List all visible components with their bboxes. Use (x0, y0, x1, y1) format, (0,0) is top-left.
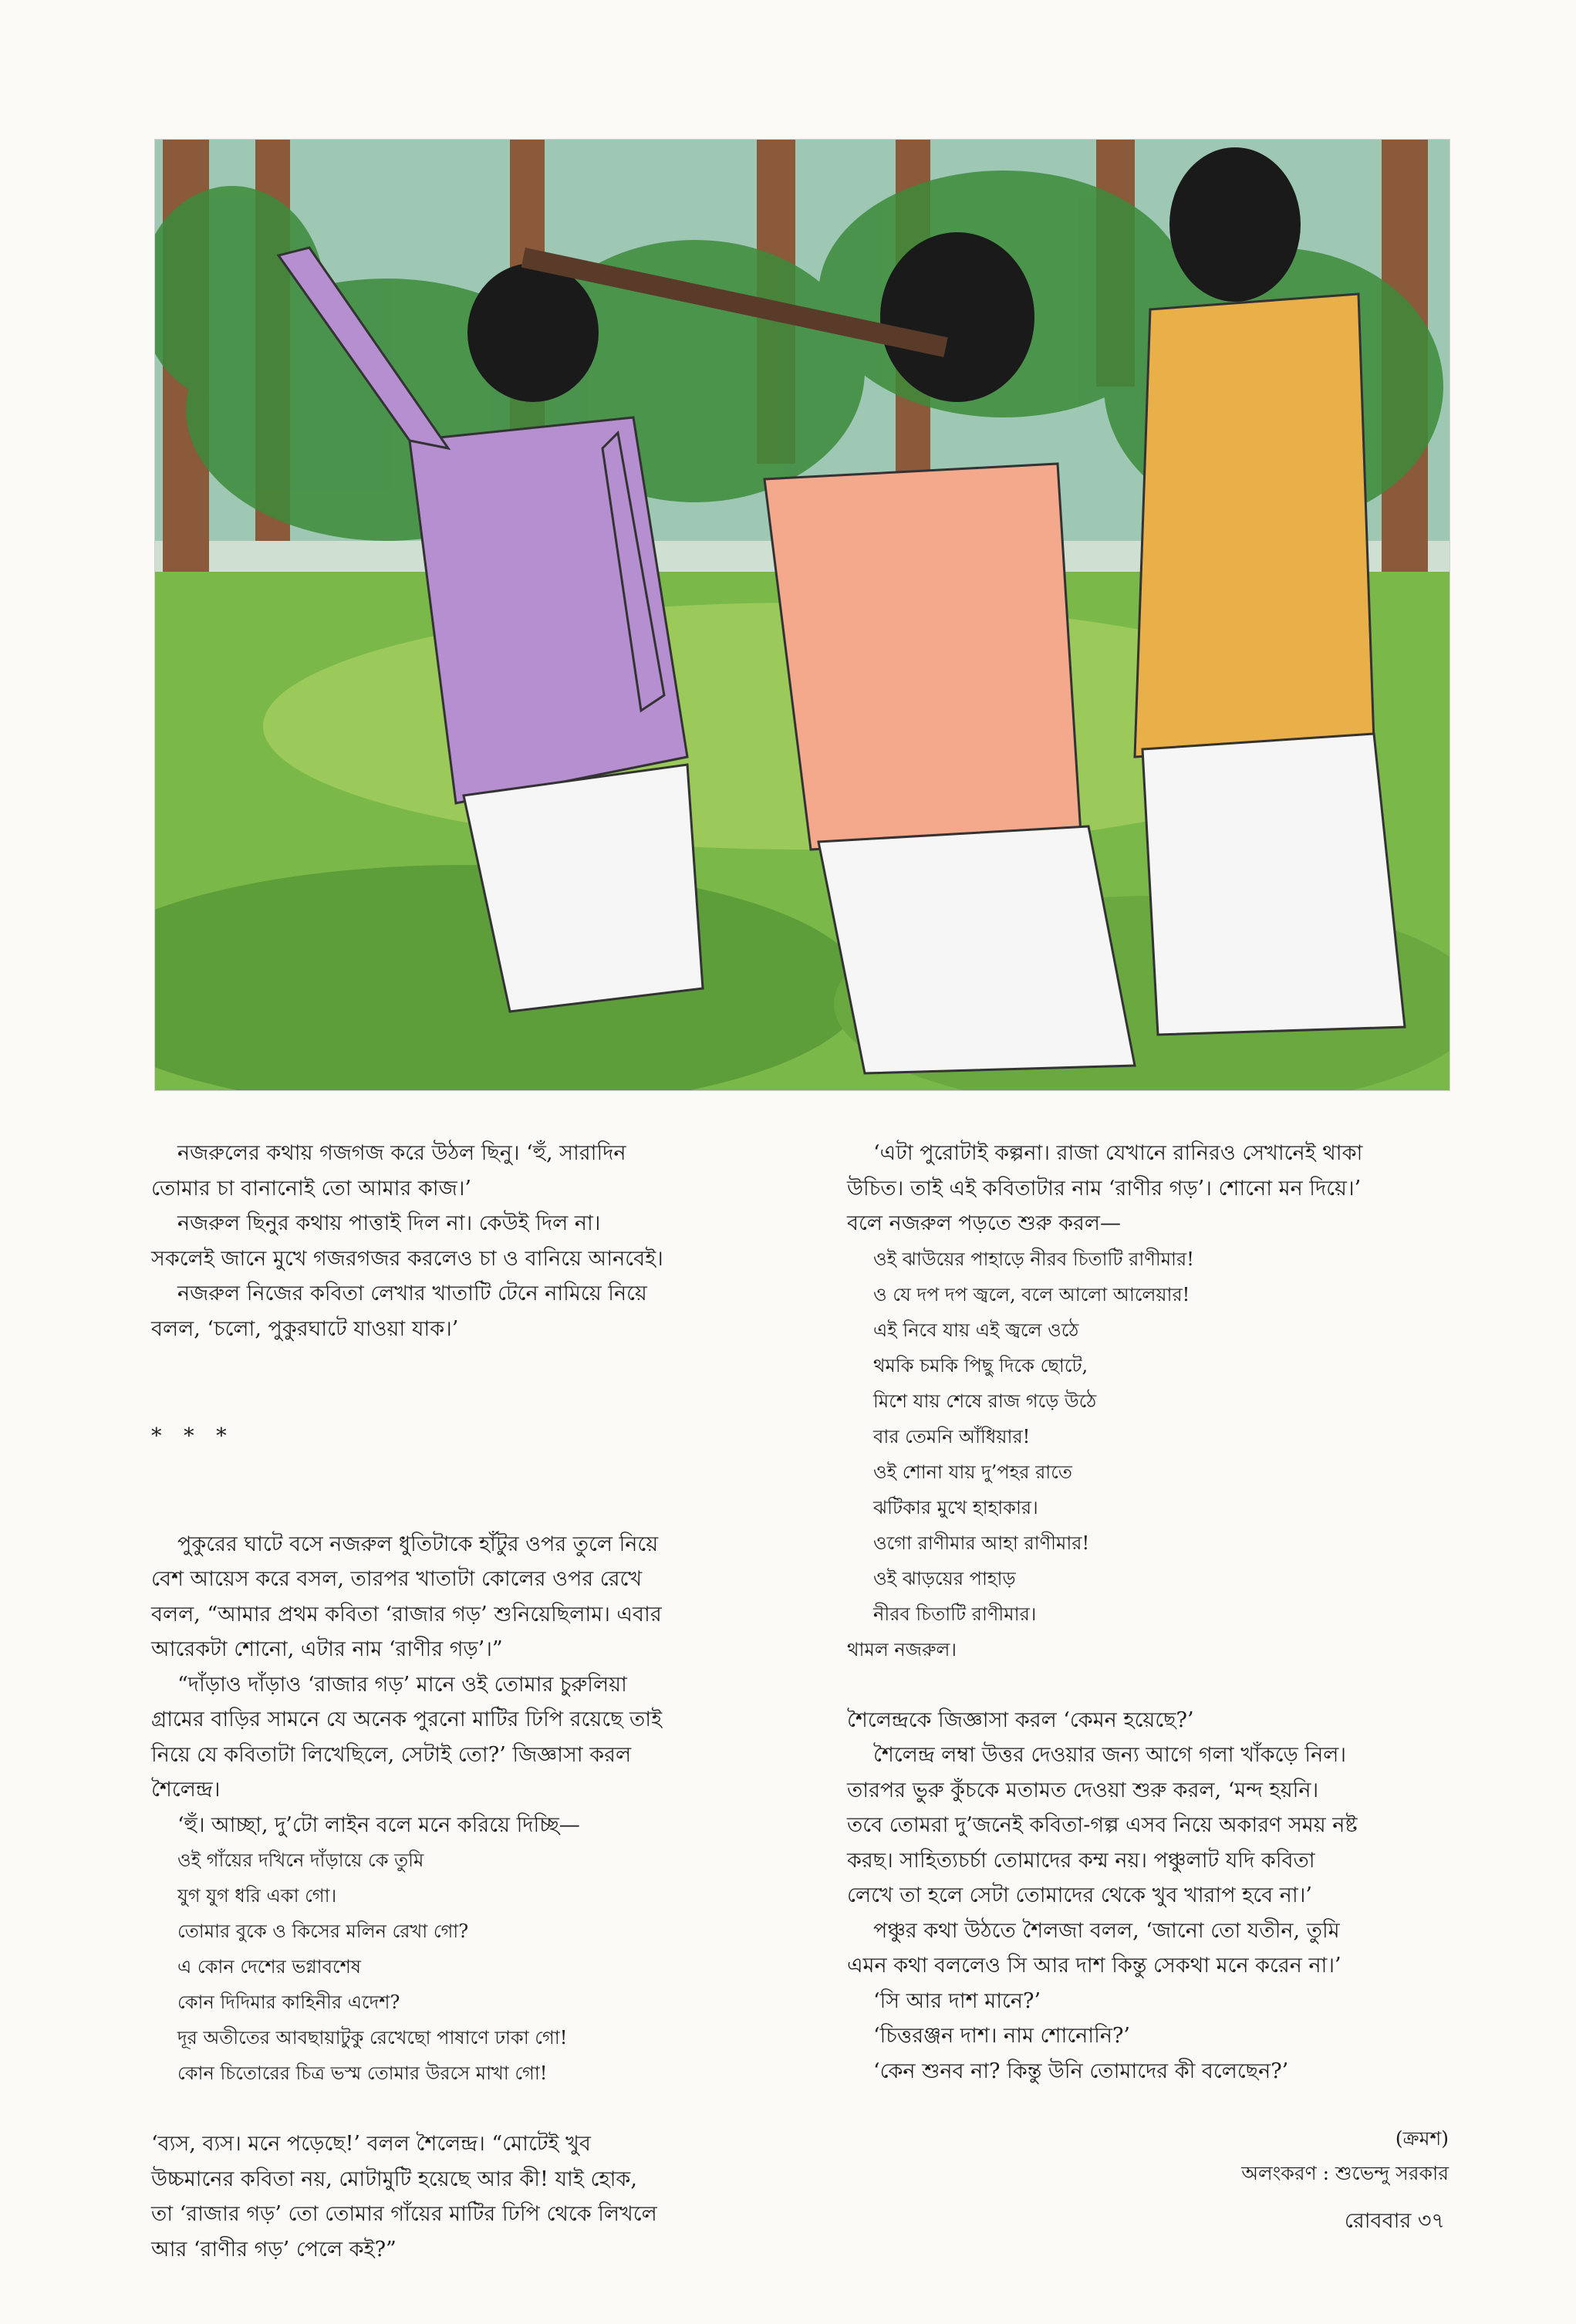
paragraph: ‘হুঁ। আচ্ছা, দু’টো লাইন বলে মনে করিয়ে দিচ্ছি— (177, 1812, 580, 1837)
poem-line: ওই শোনা যায় দু’পহর রাতে (873, 1461, 1072, 1483)
left-column (151, 1136, 737, 2267)
poem-line: ওই ঝাড়য়ের পাহাড় (873, 1567, 1016, 1589)
poem-line: থমকি চমকি পিছু দিকে ছোটে, (873, 1354, 1088, 1376)
poem-line: ঝটিকার মুখে হাহাকার। (873, 1496, 1038, 1518)
paragraph: থামল নজরুল। (847, 1638, 957, 1660)
paragraph: “দাঁড়াও দাঁড়াও ‘রাজার গড়’ মানে ওই তোমার চুরুলিয়া গ্রামের বাড়ির সামনে যে অনেক পুরনো মাটির ঢিপি রয়েছে তাই নিয়ে যে কবিতাটা লিখেছিলে, সেটাই তো?’ জিজ্ঞাসা করল শৈলেন্দ্র। (151, 1672, 663, 1802)
paragraph: ‘এটা পুরোটাই কল্পনা। রাজা যেখানে রানিরও সেখানেই থাকা উচিত। তাই এই কবিতাটার নাম ‘রাণীর গড়’। শোনো মন দিয়ে।’ বলে নজরুল পড়তে শুরু করল— (847, 1141, 1363, 1235)
paragraph: নজরুলের কথায় গজগজ করে উঠল ছিনু। ‘হুঁ, সারাদিন তোমার চা বানানোই তো আমার কাজ।’ (151, 1141, 626, 1201)
paragraph: নজরুল নিজের কবিতা লেখার খাতাটি টেনে নামিয়ে নিয়ে বলল, ‘চলো, পুকুরঘাটে যাওয়া যাক।’ (151, 1282, 647, 1341)
paragraph: নজরুল ছিনুর কথায় পাত্তাই দিল না। কেউই দিল না। সকলেই জানে মুখে গজরগজর করলেও চা ও বানিয়ে আনবেই। (151, 1211, 663, 1271)
poem-line: কোন চিতোরের চিত্র ভস্ম তোমার উরসে মাখা গো! (177, 2062, 548, 2084)
illustration-credit: অলংকরণ : শুভেন্দু সরকার (1241, 2162, 1449, 2184)
poem-excerpt (873, 1241, 1433, 1632)
poem-line: ও যে দপ দপ জ্বলে, বলে আলো আলেয়ার! (873, 1283, 1190, 1306)
paragraph: ‘সি আর দাশ মানে?’ (873, 1988, 1041, 2013)
to-be-continued: (ক্রমশ) (1395, 2127, 1449, 2150)
paragraph: ‘ব্যস, ব্যস। মনে পড়েছে!’ বলল শৈলেন্দ্র। “মোটেই খুব উচ্চমানের কবিতা নয়, মোটামুটি হয়েছে আর কী! যাই হোক, তা ‘রাজার গড়’ তো তোমার গাঁয়ের মাটির ঢিপি থেকে লিখলে আর ‘রাণীর গড়’ পেলে কই?” (151, 2132, 657, 2262)
paragraph: পঞ্চুর কথা উঠতে শৈলজা বলল, ‘জানো তো যতীন, তুমি এমন কথা বললেও সি আর দাশ কিন্তু সেকথা মনে করেন না।’ (847, 1918, 1341, 1978)
poem-line: এই নিবে যায় এই জ্বলে ওঠে (873, 1319, 1079, 1341)
story-illustration (154, 139, 1450, 1091)
paragraph: ‘কেন শুনব না? কিন্তু উনি তোমাদের কী বলেছেন?’ (873, 2059, 1289, 2083)
poem-line: মিশে যায় শেষে রাজ গড়ে উঠে (873, 1390, 1097, 1412)
poem-line: কোন দিদিমার কাহিনীর এদেশ? (177, 1991, 400, 2013)
section-separator: * * * (151, 1424, 235, 1448)
poem-line: তোমার বুকে ও কিসের মলিন রেখা গো? (177, 1920, 469, 1942)
poem-line: দূর অতীতের আবছায়াটুকু রেখেছো পাষাণে ঢাকা গো! (177, 2027, 568, 2049)
poem-line: ওগো রাণীমার আহা রাণীমার! (873, 1532, 1090, 1554)
paragraph: পুকুরের ঘাটে বসে নজরুল ধুতিটাকে হাঁটুর ওপর তুলে নিয়ে বেশ আয়েস করে বসল, তারপর খাতাটা কোলের ওপর রেখে বলল, “আমার প্রথম কবিতা ‘রাজার গড়’ শুনিয়েছিলাম। এবার আরেকটা শোনো, এটার নাম ‘রাণীর গড়’।” (151, 1532, 662, 1661)
poem-line: বার তেমনি আঁধিয়ার! (873, 1425, 1031, 1447)
poem-line: নীরব চিতাটি রাণীমার। (873, 1603, 1037, 1625)
paragraph: শৈলেন্দ্রকে জিজ্ঞাসা করল ‘কেমন হয়েছে?’ (847, 1708, 1194, 1732)
paragraph: শৈলেন্দ্র লম্বা উত্তর দেওয়ার জন্য আগে গলা খাঁকড়ে নিল। তারপর ভুরু কুঁচকে মতামত দেওয়া শুরু করল, ‘মন্দ হয়নি। তবে তোমরা দু’জনেই কবিতা-গল্প এসব নিয়ে অকারণ সময় নষ্ট করছ। সাহিত্যচর্চা তোমাদের কম্ম নয়। পঞ্চুলাট যদি কবিতা লেখে তা হলে সেটা তোমাদের থেকে খুব খারাপ হবে না।’ (847, 1743, 1358, 1907)
poem-line: এ কোন দেশের ভগ্নাবশেষ (177, 1956, 362, 1978)
poem-line: যুগ যুগ ধরি একা গো। (177, 1885, 337, 1907)
illustration-image (155, 140, 1449, 1090)
page-number: রোববার ৩৭ (1344, 2209, 1445, 2233)
paragraph: ‘চিত্তরঞ্জন দাশ। নাম শোনোনি?’ (873, 2024, 1131, 2048)
poem-excerpt (177, 1843, 737, 2091)
poem-line: ওই ঝাউয়ের পাহাড়ে নীরব চিতাটি রাণীমার! (873, 1248, 1194, 1270)
poem-line: ওই গাঁয়ের দখিনে দাঁড়ায়ে কে তুমি (177, 1849, 424, 1871)
right-column (847, 1136, 1433, 2089)
